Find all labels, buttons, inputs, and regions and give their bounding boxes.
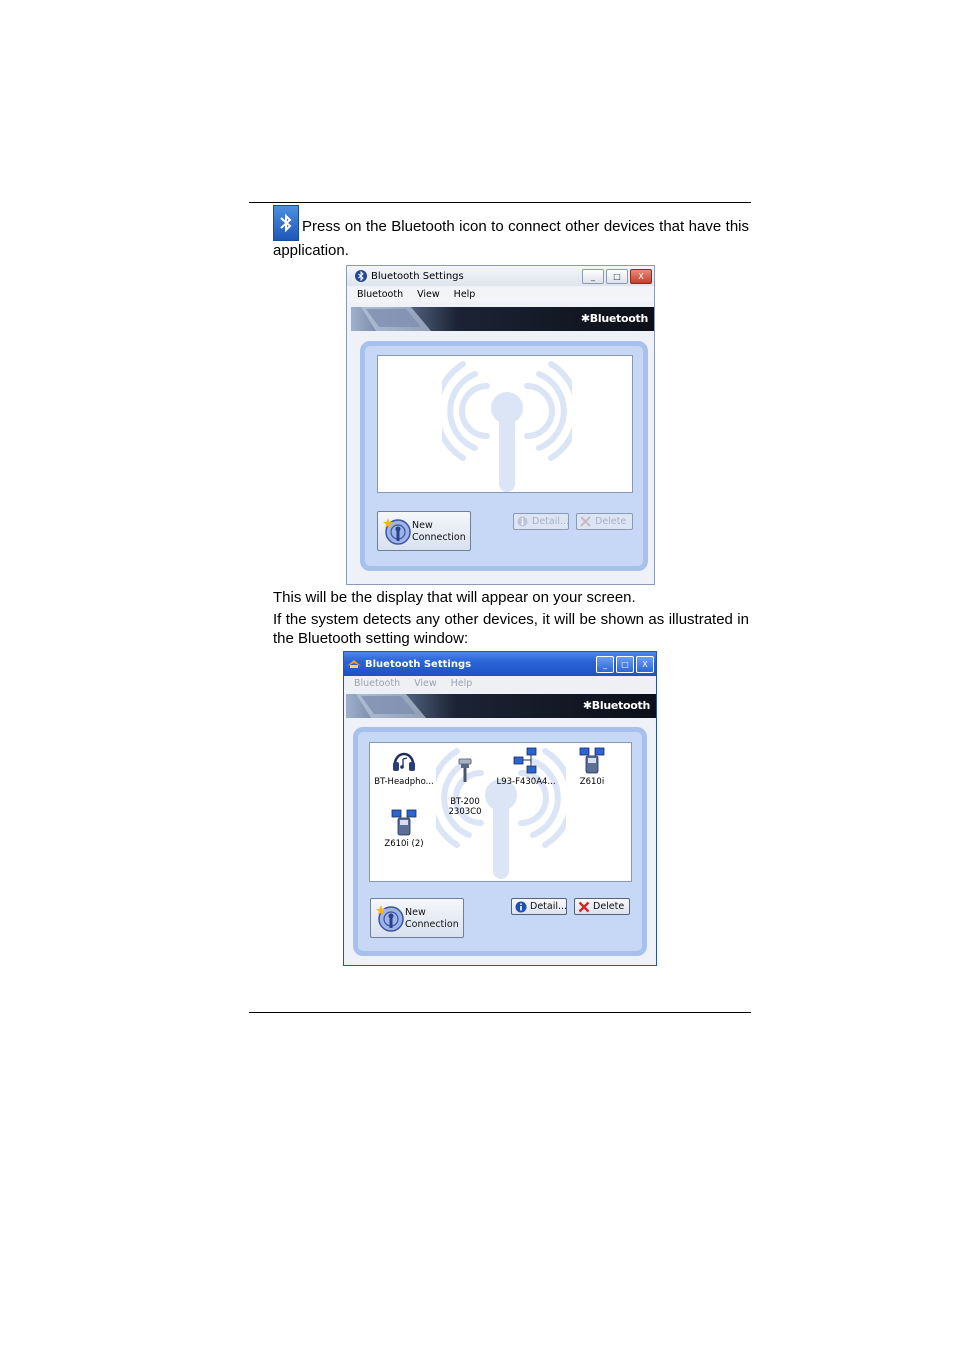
close-button[interactable]: X	[630, 269, 652, 284]
menu-view[interactable]: View	[417, 289, 440, 300]
devices-panel	[353, 727, 647, 956]
app-icon	[347, 658, 361, 670]
close-button[interactable]: X	[636, 656, 654, 673]
new-connection-button[interactable]	[370, 898, 464, 938]
detail-button[interactable]	[513, 513, 569, 530]
new-connection-icon	[383, 517, 411, 545]
header-banner	[351, 307, 654, 331]
header-banner	[346, 694, 656, 718]
maximize-button[interactable]: □	[606, 269, 628, 284]
device-item[interactable]	[431, 747, 499, 817]
device-item[interactable]	[370, 809, 438, 849]
new-connection-label-1: New	[412, 520, 433, 531]
menu-bar	[344, 676, 656, 691]
titlebar[interactable]	[347, 266, 654, 286]
intro-paragraph	[273, 205, 749, 260]
caption-detects: If the system detects any other devices, it will be shown as illustrated in the Bluetooth setting window:	[273, 611, 749, 647]
bluetooth-settings-window-1	[346, 265, 655, 585]
device-name: L93-F430A4...	[496, 777, 556, 787]
menu-bluetooth[interactable]: Bluetooth	[354, 678, 401, 689]
new-connection-button[interactable]	[377, 511, 471, 551]
bluetooth-brand-logo: ✱Bluetooth	[582, 699, 650, 712]
new-connection-icon	[376, 904, 404, 932]
network-computers-icon	[512, 747, 540, 775]
device-item[interactable]	[558, 747, 626, 787]
delete-label: Delete	[595, 516, 627, 527]
gps-receiver-icon	[451, 757, 479, 785]
bluetooth-icon[interactable]	[273, 205, 299, 241]
delete-x-icon	[580, 516, 591, 527]
device-name: Z610i	[579, 777, 605, 787]
delete-label: Delete	[593, 901, 625, 912]
window-title: Bluetooth Settings	[365, 658, 472, 670]
laptop-graphic	[351, 307, 441, 331]
menu-help[interactable]: Help	[453, 289, 476, 300]
device-name: Z610i (2)	[384, 839, 424, 849]
new-connection-label-2: Connection	[412, 532, 466, 543]
device-name: BT-200 2303C0	[448, 797, 482, 817]
device-list[interactable]	[369, 742, 632, 882]
caption-display: This will be the display that will appear on your screen.	[273, 589, 636, 606]
phone-icon	[578, 747, 606, 775]
phone-icon	[390, 809, 418, 837]
bluetooth-settings-window-2	[343, 651, 657, 966]
new-connection-label-1: New	[405, 907, 426, 918]
minimize-button[interactable]: _	[596, 656, 614, 673]
info-icon	[517, 516, 528, 527]
device-item[interactable]	[370, 747, 438, 787]
intro-text: Press on the Bluetooth icon to connect other devices that have this application.	[273, 218, 749, 259]
device-item[interactable]	[492, 747, 560, 787]
bluetooth-signal-watermark-icon	[442, 356, 572, 492]
delete-x-icon	[578, 901, 590, 913]
window-title: Bluetooth Settings	[371, 270, 464, 282]
device-name: BT-Headpho...	[374, 777, 434, 787]
bottom-divider	[249, 1012, 751, 1013]
menu-help[interactable]: Help	[450, 678, 473, 689]
delete-button[interactable]	[576, 513, 633, 530]
maximize-button[interactable]: □	[616, 656, 634, 673]
detail-label: Detail...	[532, 516, 570, 527]
delete-button[interactable]	[574, 898, 630, 915]
minimize-button[interactable]: _	[582, 269, 604, 284]
top-divider	[249, 202, 751, 203]
menu-bar	[347, 287, 654, 302]
bluetooth-brand-logo: ✱Bluetooth	[580, 312, 648, 325]
menu-view[interactable]: View	[414, 678, 437, 689]
detail-label: Detail...	[530, 901, 568, 912]
devices-panel	[360, 341, 648, 571]
titlebar[interactable]	[344, 652, 656, 676]
detail-button[interactable]	[511, 898, 567, 915]
new-connection-label-2: Connection	[405, 919, 459, 930]
headphones-icon	[390, 747, 418, 775]
laptop-graphic	[346, 694, 436, 718]
info-icon	[515, 901, 527, 913]
device-list[interactable]	[377, 355, 633, 493]
bluetooth-app-icon	[355, 270, 367, 282]
menu-bluetooth[interactable]: Bluetooth	[357, 289, 404, 300]
